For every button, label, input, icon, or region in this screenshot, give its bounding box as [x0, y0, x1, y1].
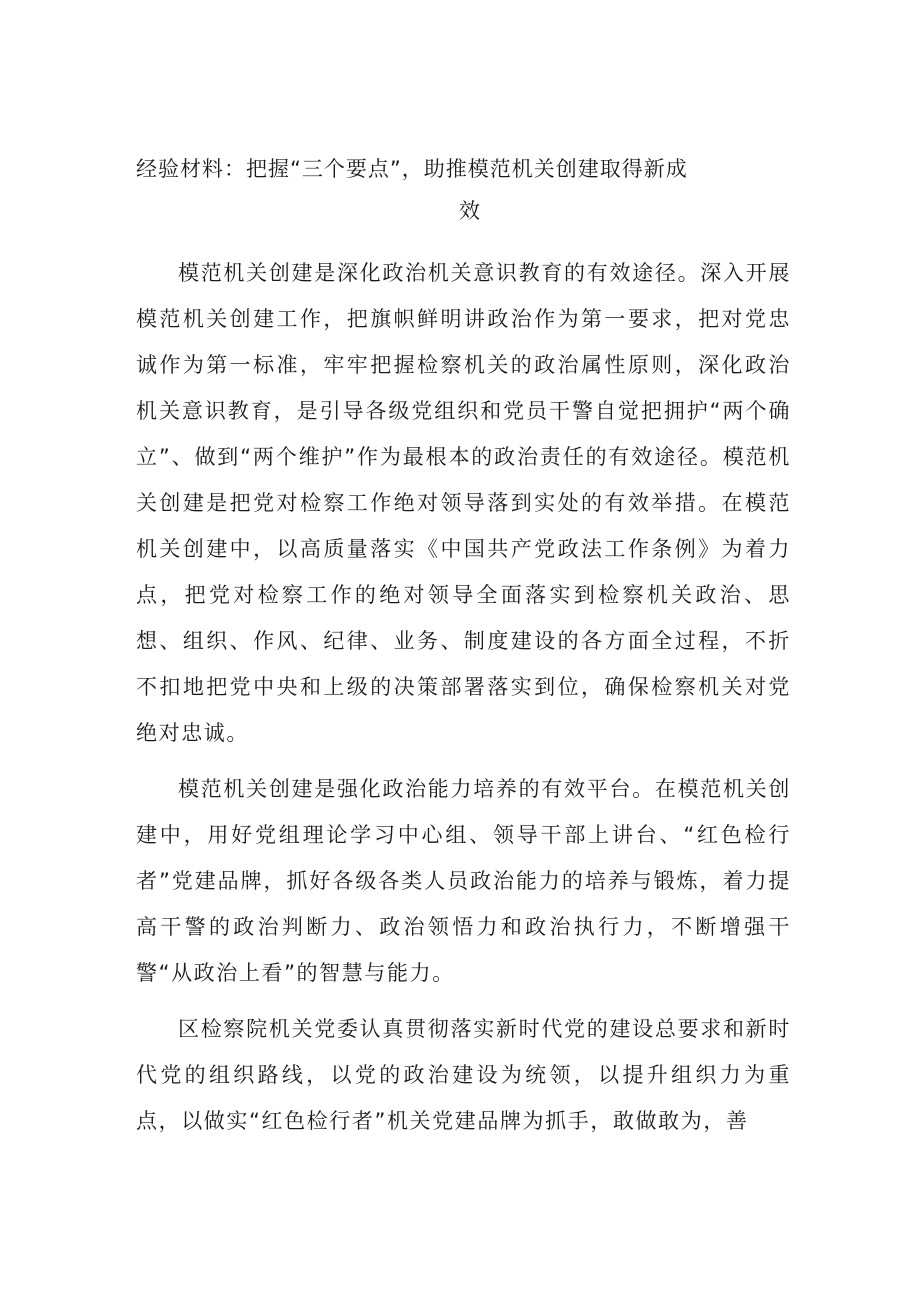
document-title	[136, 148, 796, 232]
title-line-1: 经验材料：把握“三个要点”，助推模范机关创建取得新成	[136, 157, 688, 181]
paragraph-1: 模范机关创建是深化政治机关意识教育的有效途径。深入开展模范机关创建工作，把旗帜鲜明讲政治作为第一要求，把对党忠诚作为第一标准，牢牢把握检察机关的政治属性原则，深化政治机关意识教育，是引导各级党组织和党员干警自觉把拥护“两个确立”、做到“两个维护”作为最根本的政治责任的有效途径。模范机关创建是把党对检察工作绝对领导落到实处的有效举措。在模范机关创建中，以高质量落实《中国共产党政法工作条例》为着力点，把党对检察工作的绝对领导全面落实到检察机关政治、思想、组织、作风、纪律、业务、制度建设的各方面全过程，不折不扣地把党中央和上级的决策部署落实到位，确保检察机关对党绝对忠诚。	[136, 261, 791, 745]
document-body	[136, 250, 791, 1154]
title-line-2: 效	[459, 199, 481, 223]
paragraph-3: 区检察院机关党委认真贯彻落实新时代党的建设总要求和新时代党的组织路线，以党的政治建设为统领，以提升组织力为重点，以做实“红色检行者”机关党建品牌为抓手，敢做敢为，善	[136, 1017, 791, 1133]
paragraph-2: 模范机关创建是强化政治能力培养的有效平台。在模范机关创建中，用好党组理论学习中心组、领导干部上讲台、“红色检行者”党建品牌，抓好各级各类人员政治能力的培养与锻炼，着力提高干警的政治判断力、政治领悟力和政治执行力，不断增强干警“从政治上看”的智慧与能力。	[136, 777, 791, 985]
